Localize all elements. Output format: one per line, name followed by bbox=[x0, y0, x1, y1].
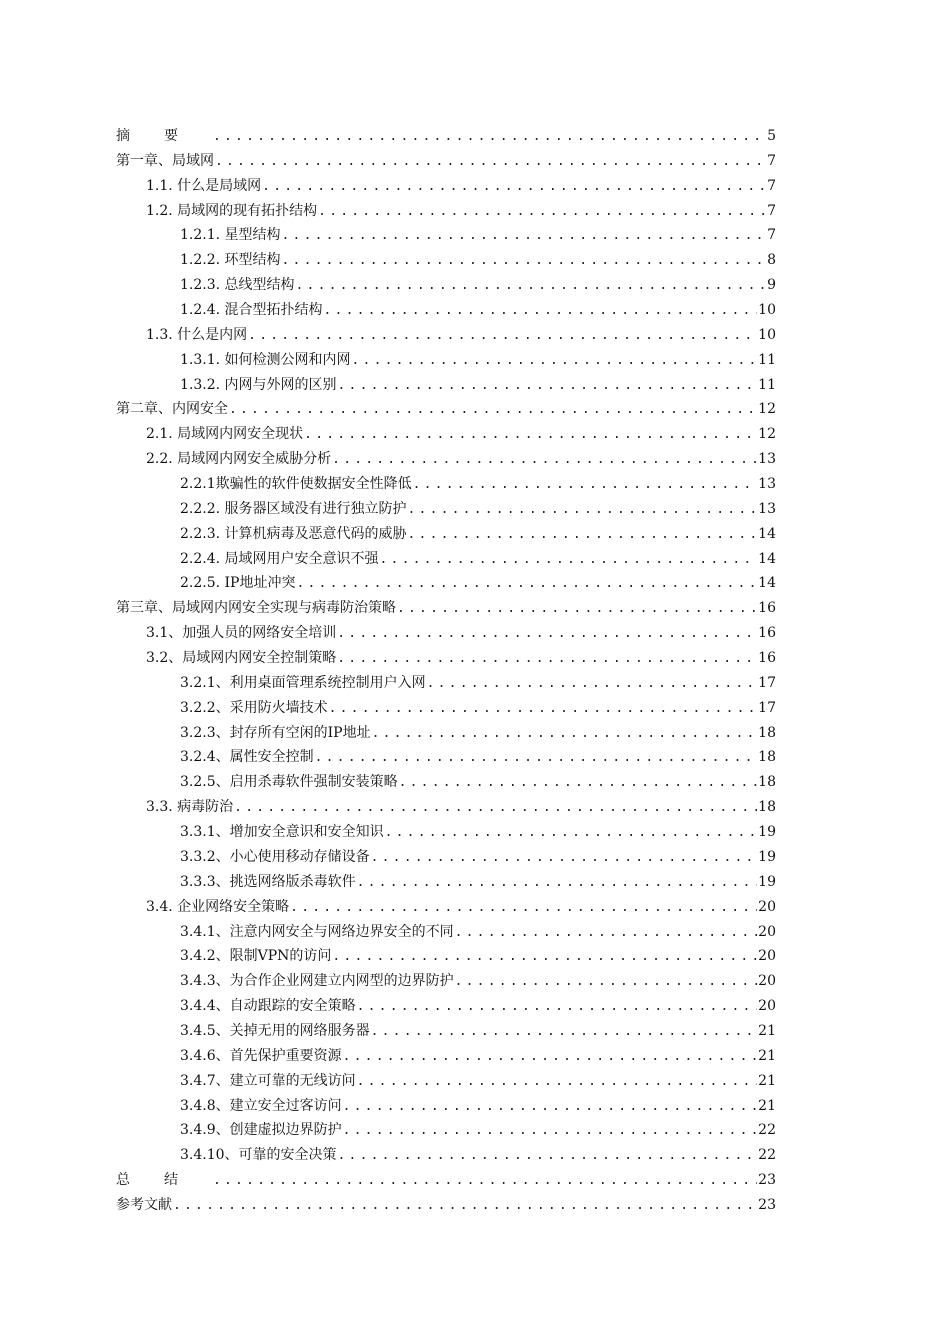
toc-entry-title: 3.3.1、增加安全意识和安全知识 bbox=[180, 824, 384, 841]
toc-dot-leader bbox=[262, 175, 766, 200]
toc-entry-page-number: 19 bbox=[758, 873, 776, 890]
toc-dot-leader bbox=[399, 771, 758, 796]
toc-entry[interactable] bbox=[116, 199, 776, 224]
toc-entry[interactable] bbox=[116, 373, 776, 398]
toc-dot-leader bbox=[397, 597, 757, 622]
toc-entry[interactable] bbox=[116, 348, 776, 373]
toc-entry-page-number: 14 bbox=[758, 550, 776, 567]
toc-entry-page-number: 7 bbox=[767, 152, 776, 169]
toc-dot-leader bbox=[290, 896, 757, 921]
toc-entry-title: 参考文献 bbox=[116, 1196, 172, 1213]
toc-entry-page-number: 11 bbox=[758, 351, 776, 368]
toc-entry-title: 3.2.4、属性安全控制 bbox=[180, 749, 314, 766]
toc-entry[interactable] bbox=[116, 497, 776, 522]
toc-entry[interactable] bbox=[116, 124, 776, 149]
toc-entry[interactable] bbox=[116, 273, 776, 298]
toc-entry-title: 3.3.2、小心使用移动存储设备 bbox=[180, 848, 370, 865]
toc-entry-page-number: 20 bbox=[758, 948, 776, 965]
toc-dot-leader bbox=[229, 398, 757, 423]
toc-entry-title: 1.1. 什么是局域网 bbox=[146, 177, 262, 194]
toc-entry[interactable] bbox=[116, 845, 776, 870]
toc-dot-leader bbox=[380, 548, 758, 573]
toc-entry-title: 3.4.4、自动跟踪的安全策略 bbox=[180, 998, 356, 1015]
toc-entry-page-number: 20 bbox=[758, 998, 776, 1015]
toc-dot-leader bbox=[213, 125, 766, 150]
toc-dot-leader bbox=[357, 995, 758, 1020]
toc-dot-leader bbox=[427, 672, 758, 697]
toc-entry-page-number: 14 bbox=[758, 525, 776, 542]
toc-dot-leader bbox=[324, 299, 758, 324]
toc-entry[interactable] bbox=[116, 397, 776, 422]
toc-entry-page-number: 21 bbox=[758, 1072, 776, 1089]
toc-entry[interactable] bbox=[116, 547, 776, 572]
toc-dot-leader bbox=[385, 821, 758, 846]
toc-entry-page-number: 21 bbox=[758, 1097, 776, 1114]
toc-dot-leader bbox=[304, 423, 757, 448]
toc-entry-page-number: 18 bbox=[758, 774, 776, 791]
toc-dot-leader bbox=[352, 349, 758, 374]
toc-dot-leader bbox=[282, 224, 767, 249]
toc-entry[interactable] bbox=[116, 944, 776, 969]
toc-dot-leader bbox=[332, 945, 757, 970]
toc-entry-title: 3.2.2、采用防火墙技术 bbox=[180, 699, 328, 716]
toc-entry-title: 1.2.1. 星型结构 bbox=[180, 227, 281, 244]
toc-entry-title: 2.1. 局域网内网安全现状 bbox=[146, 426, 304, 443]
toc-entry-title: 1.2.3. 总线型结构 bbox=[180, 277, 295, 294]
toc-entry-page-number: 11 bbox=[758, 376, 776, 393]
toc-dot-leader bbox=[332, 448, 757, 473]
toc-entry-title: 总结 bbox=[116, 1172, 212, 1189]
toc-entry-page-number: 8 bbox=[767, 252, 776, 269]
toc-entry-page-number: 12 bbox=[758, 401, 776, 418]
toc-entry[interactable] bbox=[116, 696, 776, 721]
toc-entry-page-number: 22 bbox=[758, 1147, 776, 1164]
toc-dot-leader bbox=[337, 622, 757, 647]
toc-entry[interactable] bbox=[116, 149, 776, 174]
toc-entry-page-number: 10 bbox=[758, 326, 776, 343]
toc-entry-page-number: 20 bbox=[758, 898, 776, 915]
toc-entry[interactable] bbox=[116, 721, 776, 746]
toc-entry-title: 3.2、局域网内网安全控制策略 bbox=[146, 650, 337, 667]
toc-dot-leader bbox=[357, 1070, 758, 1095]
toc-dot-leader bbox=[343, 1045, 758, 1070]
toc-entry-title: 3.4.9、创建虚拟边界防护 bbox=[180, 1122, 342, 1139]
toc-entry[interactable] bbox=[116, 298, 776, 323]
toc-entry-page-number: 7 bbox=[767, 227, 776, 244]
toc-entry-page-number: 21 bbox=[758, 1047, 776, 1064]
toc-entry[interactable] bbox=[116, 323, 776, 348]
toc-entry-page-number: 9 bbox=[767, 277, 776, 294]
toc-entry[interactable] bbox=[116, 895, 776, 920]
toc-entry[interactable] bbox=[116, 522, 776, 547]
toc-dot-leader bbox=[408, 498, 758, 523]
toc-entry-page-number: 16 bbox=[758, 625, 776, 642]
toc-dot-leader bbox=[413, 473, 758, 498]
toc-entry-page-number: 16 bbox=[758, 600, 776, 617]
toc-entry-title: 2.2.5. IP地址冲突 bbox=[180, 575, 296, 592]
toc-dot-leader bbox=[296, 274, 767, 299]
toc-entry-page-number: 18 bbox=[758, 799, 776, 816]
toc-entry[interactable] bbox=[116, 1118, 776, 1143]
toc-entry-page-number: 18 bbox=[758, 724, 776, 741]
toc-entry-title: 2.2.1欺骗性的软件使数据安全性降低 bbox=[180, 476, 412, 493]
toc-entry-title: 3.2.5、启用杀毒软件强制安装策略 bbox=[180, 774, 398, 791]
toc-dot-leader bbox=[455, 970, 758, 995]
toc-entry-title: 1.2.4. 混合型拓扑结构 bbox=[180, 302, 323, 319]
toc-dot-leader bbox=[296, 572, 757, 597]
toc-entry-title: 3.3. 病毒防治 bbox=[146, 799, 234, 816]
toc-entry[interactable] bbox=[116, 223, 776, 248]
toc-dot-leader bbox=[318, 200, 766, 225]
toc-entry[interactable] bbox=[116, 920, 776, 945]
toc-entry-title: 1.2.2. 环型结构 bbox=[180, 252, 281, 269]
toc-entry-title: 1.3. 什么是内网 bbox=[146, 326, 248, 343]
toc-entry[interactable] bbox=[116, 571, 776, 596]
toc-entry[interactable] bbox=[116, 596, 776, 621]
toc-entry-page-number: 17 bbox=[758, 699, 776, 716]
toc-entry-title: 3.4.7、建立可靠的无线访问 bbox=[180, 1072, 356, 1089]
toc-entry[interactable] bbox=[116, 1168, 776, 1193]
toc-entry[interactable] bbox=[116, 1094, 776, 1119]
toc-entry-page-number: 13 bbox=[758, 476, 776, 493]
toc-entry-page-number: 23 bbox=[758, 1172, 776, 1189]
toc-entry-page-number: 22 bbox=[758, 1122, 776, 1139]
toc-dot-leader bbox=[234, 796, 757, 821]
toc-dot-leader bbox=[329, 697, 758, 722]
toc-entry[interactable] bbox=[116, 472, 776, 497]
toc-entry-page-number: 7 bbox=[767, 202, 776, 219]
toc-dot-leader bbox=[338, 1144, 758, 1169]
toc-entry-title: 1.3.2. 内网与外网的区别 bbox=[180, 376, 337, 393]
toc-entry-title: 3.4.10、可靠的安全决策 bbox=[180, 1147, 337, 1164]
toc-entry[interactable] bbox=[116, 1019, 776, 1044]
toc-entry[interactable] bbox=[116, 1193, 776, 1218]
toc-dot-leader bbox=[215, 150, 766, 175]
toc-entry-title: 3.2.3、封存所有空闲的IP地址 bbox=[180, 724, 371, 741]
toc-entry-page-number: 21 bbox=[758, 1022, 776, 1039]
toc-dot-leader bbox=[408, 523, 758, 548]
toc-entry-page-number: 14 bbox=[758, 575, 776, 592]
toc-entry-title: 3.4.8、建立安全过客访问 bbox=[180, 1097, 342, 1114]
toc-entry-title: 第一章、局域网 bbox=[116, 152, 214, 169]
toc-dot-leader bbox=[315, 746, 758, 771]
toc-entry-page-number: 20 bbox=[758, 923, 776, 940]
toc-entry-title: 3.1、加强人员的网络安全培训 bbox=[146, 625, 337, 642]
toc-entry-page-number: 23 bbox=[758, 1196, 776, 1213]
toc-entry[interactable] bbox=[116, 621, 776, 646]
toc-dot-leader bbox=[213, 1169, 757, 1194]
toc-entry-title: 2.2.2. 服务器区域没有进行独立防护 bbox=[180, 500, 407, 517]
toc-entry-page-number: 20 bbox=[758, 973, 776, 990]
toc-entry[interactable] bbox=[116, 1069, 776, 1094]
toc-dot-leader bbox=[248, 324, 757, 349]
toc-dot-leader bbox=[371, 1020, 758, 1045]
toc-entry[interactable] bbox=[116, 1143, 776, 1168]
toc-entry-title: 3.4.1、注意内网安全与网络边界安全的不同 bbox=[180, 923, 454, 940]
toc-entry-page-number: 10 bbox=[758, 302, 776, 319]
toc-entry-page-number: 17 bbox=[758, 674, 776, 691]
toc-dot-leader bbox=[371, 846, 758, 871]
toc-entry-page-number: 13 bbox=[758, 451, 776, 468]
toc-entry[interactable] bbox=[116, 994, 776, 1019]
toc-entry-title: 摘要 bbox=[116, 128, 212, 144]
toc-entry-title: 3.4.2、限制VPN的访问 bbox=[180, 948, 332, 965]
toc-entry-title: 1.3.1. 如何检测公网和内网 bbox=[180, 351, 351, 368]
toc-entry-page-number: 12 bbox=[758, 426, 776, 443]
toc-dot-leader bbox=[343, 1095, 758, 1120]
toc-entry-title: 3.2.1、利用桌面管理系统控制用户入网 bbox=[180, 674, 426, 691]
toc-entry[interactable] bbox=[116, 248, 776, 273]
toc-dot-leader bbox=[357, 871, 758, 896]
toc-entry-title: 2.2. 局域网内网安全威胁分析 bbox=[146, 451, 332, 468]
toc-entry-page-number: 13 bbox=[758, 500, 776, 517]
toc-entry-title: 3.4.5、关掉无用的网络服务器 bbox=[180, 1022, 370, 1039]
toc-entry[interactable] bbox=[116, 770, 776, 795]
toc-entry[interactable] bbox=[116, 671, 776, 696]
toc-entry-title: 3.4.6、首先保护重要资源 bbox=[180, 1047, 342, 1064]
toc-dot-leader bbox=[337, 647, 757, 672]
toc-entry-page-number: 19 bbox=[758, 824, 776, 841]
toc-entry[interactable] bbox=[116, 447, 776, 472]
toc-entry-title: 1.2. 局域网的现有拓扑结构 bbox=[146, 202, 318, 219]
toc-entry[interactable] bbox=[116, 646, 776, 671]
toc-entry-title: 2.2.3. 计算机病毒及恶意代码的威胁 bbox=[180, 525, 407, 542]
toc-entry[interactable] bbox=[116, 870, 776, 895]
toc-dot-leader bbox=[372, 722, 758, 747]
toc-entry-title: 第三章、局域网内网安全实现与病毒防治策略 bbox=[116, 600, 396, 617]
toc-dot-leader bbox=[173, 1194, 757, 1219]
toc-entry[interactable] bbox=[116, 1044, 776, 1069]
toc-entry[interactable] bbox=[116, 820, 776, 845]
toc-entry-title: 3.4.3、为合作企业网建立内网型的边界防护 bbox=[180, 973, 454, 990]
toc-entry[interactable] bbox=[116, 745, 776, 770]
toc-entry[interactable] bbox=[116, 174, 776, 199]
toc-dot-leader bbox=[455, 921, 758, 946]
toc-dot-leader bbox=[338, 374, 758, 399]
toc-entry[interactable] bbox=[116, 422, 776, 447]
toc-entry-page-number: 7 bbox=[767, 177, 776, 194]
toc-entry-title: 第二章、内网安全 bbox=[116, 401, 228, 418]
toc-entry-page-number: 18 bbox=[758, 749, 776, 766]
toc-entry-title: 3.4. 企业网络安全策略 bbox=[146, 898, 290, 915]
toc-entry-page-number: 5 bbox=[767, 128, 776, 144]
toc-entry[interactable] bbox=[116, 795, 776, 820]
toc-dot-leader bbox=[343, 1119, 758, 1144]
toc-entry[interactable] bbox=[116, 969, 776, 994]
toc-entry-title: 2.2.4. 局域网用户安全意识不强 bbox=[180, 550, 379, 567]
toc-entry-page-number: 16 bbox=[758, 650, 776, 667]
toc-entry-title: 3.3.3、挑选网络版杀毒软件 bbox=[180, 873, 356, 890]
toc-entry-page-number: 19 bbox=[758, 848, 776, 865]
toc-dot-leader bbox=[282, 249, 767, 274]
table-of-contents bbox=[116, 124, 776, 1218]
